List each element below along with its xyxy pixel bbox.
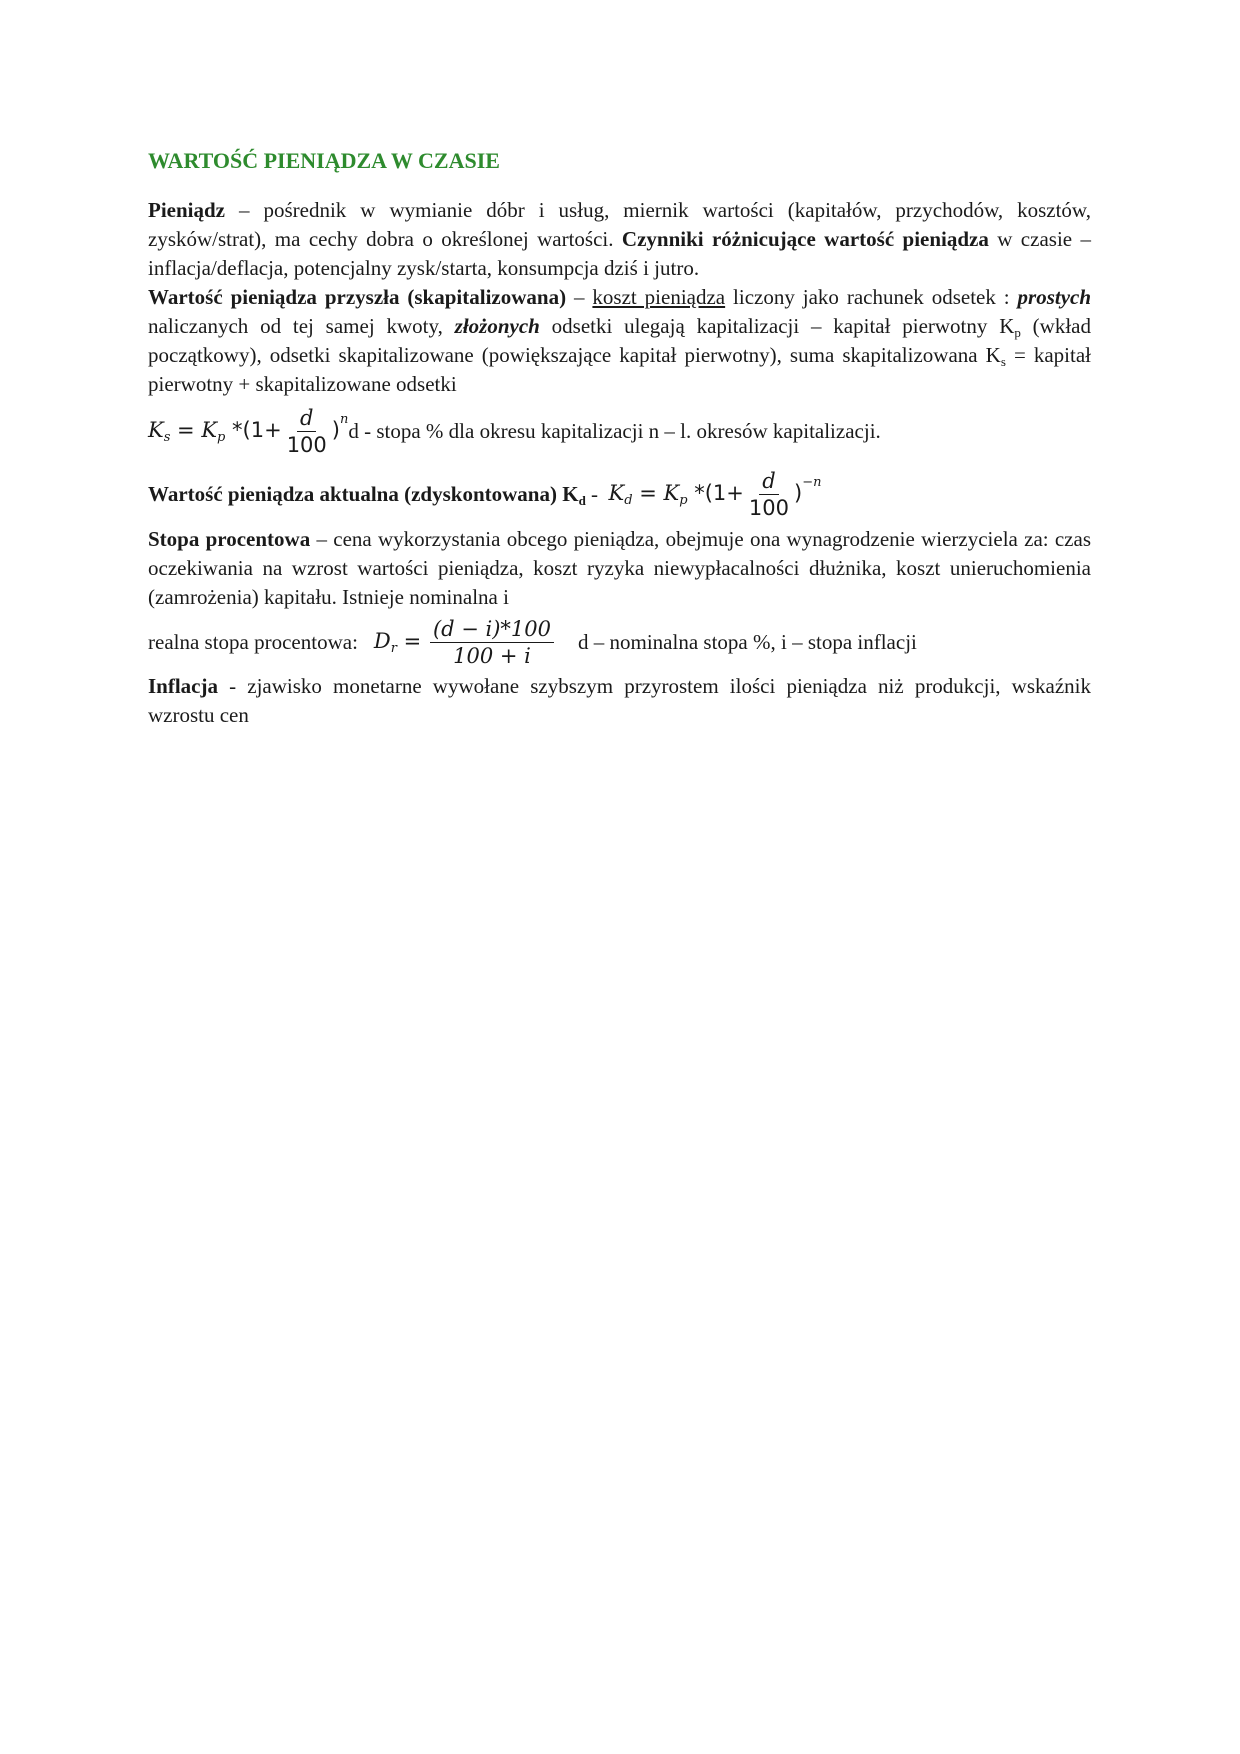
formula-legend: d – nominalna stopa %, i – stopa inflacji xyxy=(578,629,917,654)
text: liczony jako rachunek odsetek : xyxy=(725,285,1018,309)
formula-real-rate-line xyxy=(148,612,1091,672)
formula-future-value-line xyxy=(148,399,1091,463)
paragraph-pieniadz xyxy=(148,196,1091,283)
text: – cena wykorzystania obcego pieniądza, obejmuje ona wynagrodzenie wierzyciela za: czas oczekiwania na wzrost wartości pieniądza, koszt ryzyka niewypłacalności dłużnika, koszt unieruchomienia (zamrożenia) kapitału. Istnieje nominalna i xyxy=(148,527,1091,609)
text: odsetki ulegają kapitalizacji – kapitał pierwotny K xyxy=(539,314,1015,338)
formula-future-value: $K_s = K_p$ *(1+ $\frac{d}{100}$ )$^n$ xyxy=(148,405,349,457)
text: = kapitał pierwotny + skapitalizowane odsetki xyxy=(148,343,1091,396)
text: naliczanych od tej samej kwoty, xyxy=(148,314,455,338)
subscript: p xyxy=(1014,325,1021,340)
paragraph-stopa-procentowa xyxy=(148,525,1091,612)
paragraph-wartosc-aktualna xyxy=(148,463,1091,525)
text: – pośrednik w wymianie dóbr i usług, miernik wartości (kapitałów, przychodów, kosztów, zysków/strat), ma cechy dobra o określonej wartości. xyxy=(148,198,1091,251)
text: realna stopa procentowa: xyxy=(148,629,358,654)
formula-real-rate: $D_r$ = $\frac{(d - i)*100}{100 + i}$ xyxy=(374,616,556,669)
subscript: s xyxy=(1000,354,1006,369)
text: (wkład początkowy), odsetki skapitalizowane (powiększające kapitał pierwotny), suma skapitalizowana K xyxy=(148,314,1091,367)
paragraph-wartosc-przyszla xyxy=(148,283,1091,399)
formula-present-value: $K_d = K_p$ *(1+ $\frac{d}{100}$ )$^{-n}$ xyxy=(608,468,822,520)
document-title: WARTOŚĆ PIENIĄDZA W CZASIE xyxy=(148,148,500,173)
term-wartosc-aktualna: Wartość pieniądza aktualna (zdyskontowana) $K_d$ xyxy=(148,481,586,508)
term-wartosc-przyszla: Wartość pieniądza przyszła (skapitalizowana) xyxy=(148,285,567,309)
paragraph-inflacja xyxy=(148,672,1091,730)
document-body xyxy=(148,146,1091,730)
text: – xyxy=(566,285,593,309)
text: w czasie – inflacja/deflacja, potencjalny zysk/starta, konsumpcja dziś i jutro. xyxy=(148,227,1091,280)
formula-legend: d - stopa % dla okresu kapitalizacji n – l. okresów kapitalizacji. xyxy=(348,418,881,443)
term-zlozonych: złożonych xyxy=(454,314,540,338)
underlined-koszt-pieniadza: koszt pieniądza xyxy=(592,285,726,309)
term-pieniadz: Pieniądz xyxy=(148,198,225,222)
text: - zjawisko monetarne wywołane szybszym przyrostem ilości pieniądza niż produkcji, wskaźnik wzrostu cen xyxy=(148,674,1091,727)
term-prostych: prostych xyxy=(1017,285,1092,309)
term-czynniki: Czynniki różnicujące wartość pieniądza xyxy=(621,227,989,251)
term-stopa-procentowa: Stopa procentowa xyxy=(148,527,311,551)
text: - xyxy=(585,481,609,506)
term-inflacja: Inflacja xyxy=(148,674,218,698)
